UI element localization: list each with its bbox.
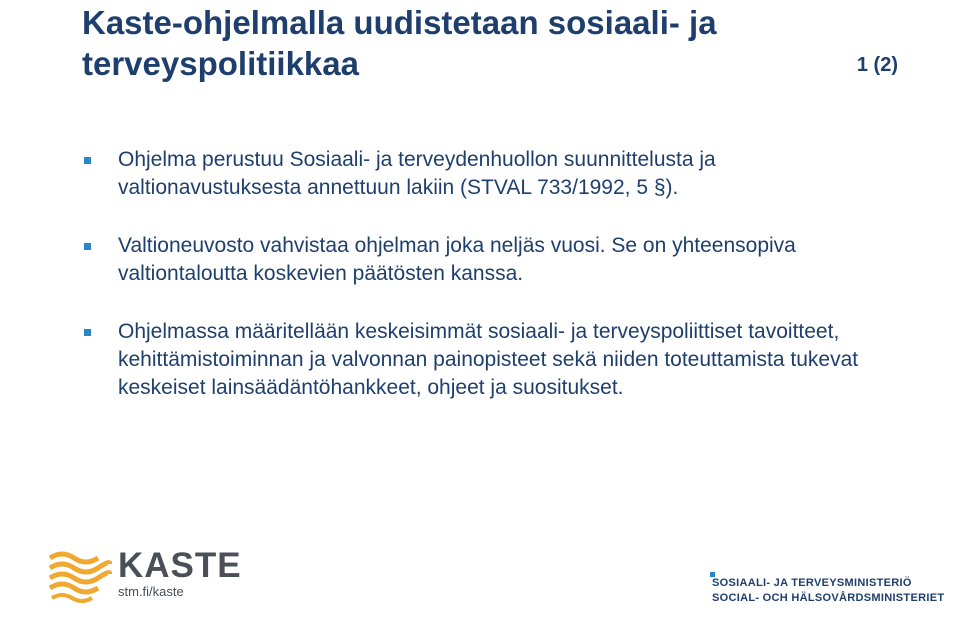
ministry-name-sv: SOCIAL- OCH HÄLSOVÅRDSMINISTERIET (712, 592, 945, 604)
bullet-text: Ohjelmassa määritellään keskeisimmät sosiaali- ja terveyspoliittiset tavoitteet, kehittämistoiminnan ja valvonnan painopisteet sekä niiden toteuttamista tukevat keskeiset lainsäädäntöhankkeet, ohjeet ja suositukset. (118, 320, 859, 399)
bullet-item (84, 146, 874, 202)
kaste-logo-text: KASTE (118, 546, 242, 585)
kaste-wave-icon (48, 548, 112, 608)
page-number: 1 (2) (856, 54, 898, 76)
kaste-url: stm.fi/kaste (118, 584, 184, 599)
bullet-list (84, 146, 874, 432)
bullet-text: Ohjelma perustuu Sosiaali- ja terveydenhuollon suunnittelusta ja valtionavustuksesta annettuun lakiin (STVAL 733/1992, 5 §). (118, 148, 716, 199)
ministry-name-fi: SOSIAALI- JA TERVEYSMINISTERIÖ (712, 577, 912, 589)
bullet-square-icon (84, 243, 91, 250)
slide-title: Kaste-ohjelmalla uudistetaan sosiaali- ja terveyspolitiikkaa (82, 4, 717, 82)
bullet-item (84, 232, 874, 288)
kaste-logo (48, 546, 248, 612)
bullet-square-icon (84, 157, 91, 164)
ministry-dot-icon (710, 572, 715, 577)
bullet-item (84, 318, 874, 402)
bullet-square-icon (84, 329, 91, 336)
bullet-text: Valtioneuvosto vahvistaa ohjelman joka neljäs vuosi. Se on yhteensopiva valtiontaloutta koskevien päätösten kanssa. (118, 234, 796, 285)
ministry-logo (712, 576, 952, 606)
